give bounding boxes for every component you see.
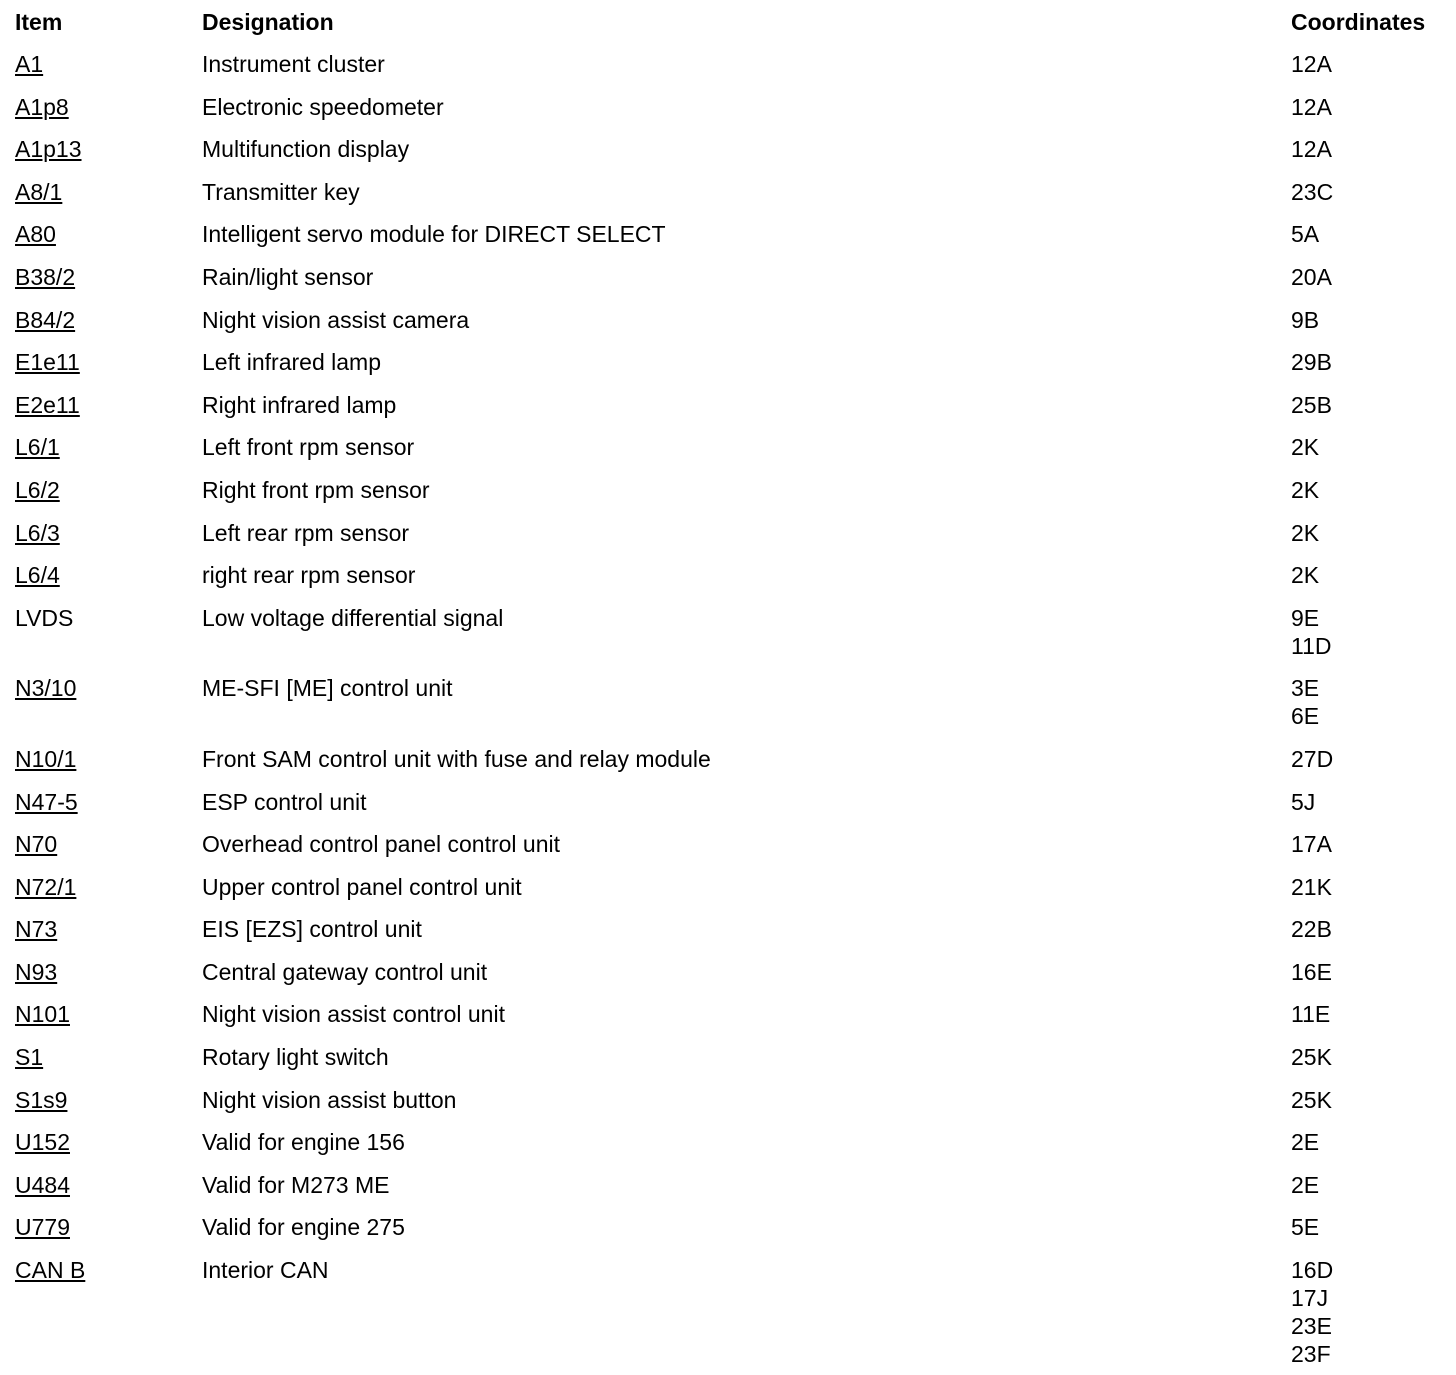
designation-cell: Right infrared lamp xyxy=(202,391,397,418)
item-cell xyxy=(15,263,202,291)
coordinates-cell xyxy=(1291,1213,1456,1241)
item-link[interactable]: L6/4 xyxy=(15,562,60,589)
table-row xyxy=(15,992,1456,1035)
table-body xyxy=(15,42,1456,1375)
item-cell xyxy=(15,93,202,121)
coordinates-cell xyxy=(1291,1043,1456,1071)
item-link[interactable]: N93 xyxy=(15,958,58,985)
item-cell xyxy=(15,830,202,858)
coordinate-value: 16D xyxy=(1291,1257,1334,1284)
item-cell xyxy=(15,1128,202,1156)
coordinate-value: 11D xyxy=(1291,632,1332,659)
coordinate-value: 22B xyxy=(1291,916,1332,943)
item-link[interactable]: A1p8 xyxy=(15,93,69,120)
coordinates-cell xyxy=(1291,788,1456,816)
coordinate-value: 2E xyxy=(1291,1171,1320,1198)
table-row xyxy=(15,340,1456,383)
coordinate-value: 25K xyxy=(1291,1044,1332,1071)
item-cell xyxy=(15,604,202,632)
item-link[interactable]: N3/10 xyxy=(15,675,77,702)
item-link[interactable]: L6/1 xyxy=(15,434,60,461)
item-link[interactable]: N101 xyxy=(15,1001,70,1028)
item-link[interactable]: E1e11 xyxy=(15,349,80,376)
item-cell xyxy=(15,1213,202,1241)
item-cell xyxy=(15,519,202,547)
coordinate-value: 2K xyxy=(1291,519,1320,546)
coordinates-cell xyxy=(1291,745,1456,773)
designation-cell: Valid for engine 275 xyxy=(202,1214,405,1241)
table-row xyxy=(15,383,1456,426)
item-cell xyxy=(15,220,202,248)
coordinates-cell xyxy=(1291,958,1456,986)
item-cell xyxy=(15,561,202,589)
designation-cell: ESP control unit xyxy=(202,788,367,815)
coordinates-cell xyxy=(1291,1086,1456,1114)
coordinate-value: 2E xyxy=(1291,1129,1320,1156)
item-link[interactable]: E2e11 xyxy=(15,391,80,418)
designation-cell: Right front rpm sensor xyxy=(202,476,430,503)
designation-cell: Left infrared lamp xyxy=(202,349,381,376)
coordinate-value: 20A xyxy=(1291,263,1332,290)
coordinates-cell xyxy=(1291,1171,1456,1199)
coordinate-value: 16E xyxy=(1291,958,1332,985)
designation-cell: Low voltage differential signal xyxy=(202,604,504,631)
coordinates-cell xyxy=(1291,391,1456,419)
table-header xyxy=(15,0,1456,42)
item-cell xyxy=(15,476,202,504)
coordinates-cell xyxy=(1291,433,1456,461)
coordinate-value: 6E xyxy=(1291,703,1320,730)
table-row xyxy=(15,468,1456,511)
coordinate-value: 12A xyxy=(1291,136,1332,163)
coordinates-cell xyxy=(1291,873,1456,901)
coordinates-cell xyxy=(1291,348,1456,376)
designation-cell: Rotary light switch xyxy=(202,1044,389,1071)
designation-cell: Transmitter key xyxy=(202,178,360,205)
item-cell xyxy=(15,958,202,986)
item-cell xyxy=(15,674,202,702)
table-row xyxy=(15,42,1456,85)
coordinates-cell xyxy=(1291,604,1456,660)
designation-cell: Valid for engine 156 xyxy=(202,1129,405,1156)
coordinates-cell xyxy=(1291,915,1456,943)
designation-cell: Central gateway control unit xyxy=(202,958,488,985)
table-row xyxy=(15,212,1456,255)
coordinate-value: 2K xyxy=(1291,434,1320,461)
coordinate-value: 3E xyxy=(1291,675,1320,702)
table-row xyxy=(15,1078,1456,1121)
coordinate-value: 29B xyxy=(1291,349,1332,376)
designation-cell: Front SAM control unit with fuse and relay module xyxy=(202,745,711,772)
item-cell xyxy=(15,1171,202,1199)
item-link[interactable]: N10/1 xyxy=(15,745,77,772)
designation-cell: Multifunction display xyxy=(202,136,410,163)
item-link[interactable]: N70 xyxy=(15,831,58,858)
item-link[interactable]: N73 xyxy=(15,916,58,943)
item-link[interactable]: N47-5 xyxy=(15,788,78,815)
designation-cell: Night vision assist camera xyxy=(202,306,470,333)
table-row xyxy=(15,1163,1456,1206)
table-row xyxy=(15,127,1456,170)
item-cell xyxy=(15,348,202,376)
item-cell xyxy=(15,178,202,206)
coordinate-value: 9B xyxy=(1291,306,1320,333)
item-link[interactable]: S1s9 xyxy=(15,1086,68,1113)
table-row xyxy=(15,511,1456,554)
designation-cell: right rear rpm sensor xyxy=(202,562,416,589)
item-cell xyxy=(15,915,202,943)
item-link[interactable]: L6/2 xyxy=(15,476,60,503)
item-link[interactable]: A8/1 xyxy=(15,178,63,205)
item-link[interactable]: U484 xyxy=(15,1171,70,1198)
item-label: LVDS xyxy=(15,604,74,631)
item-cell xyxy=(15,391,202,419)
designation-cell: Night vision assist button xyxy=(202,1086,457,1113)
designation-cell: Electronic speedometer xyxy=(202,93,444,120)
designation-cell: Left rear rpm sensor xyxy=(202,519,410,546)
designation-cell: Interior CAN xyxy=(202,1257,329,1284)
item-cell xyxy=(15,1086,202,1114)
table-row xyxy=(15,865,1456,908)
coordinate-value: 23E xyxy=(1291,1313,1332,1340)
item-link[interactable]: N72/1 xyxy=(15,873,77,900)
column-header-item: Item xyxy=(15,9,63,35)
item-cell xyxy=(15,1000,202,1028)
table-row xyxy=(15,255,1456,298)
item-link[interactable]: L6/3 xyxy=(15,519,60,546)
designation-cell: ME-SFI [ME] control unit xyxy=(202,675,453,702)
coordinates-cell xyxy=(1291,306,1456,334)
item-link[interactable]: A80 xyxy=(15,221,56,248)
coordinates-cell xyxy=(1291,519,1456,547)
coordinate-value: 2K xyxy=(1291,476,1320,503)
table-row xyxy=(15,780,1456,823)
table-row xyxy=(15,85,1456,128)
column-header-coordinates: Coordinates xyxy=(1291,9,1426,35)
designation-cell: Valid for M273 ME xyxy=(202,1171,390,1198)
table-row xyxy=(15,822,1456,865)
coordinate-value: 12A xyxy=(1291,93,1332,120)
coordinate-value: 9E xyxy=(1291,604,1320,631)
coordinate-value: 23C xyxy=(1291,178,1334,205)
item-cell xyxy=(15,50,202,78)
coordinates-cell xyxy=(1291,561,1456,589)
item-cell xyxy=(15,306,202,334)
coordinates-cell xyxy=(1291,1128,1456,1156)
item-link[interactable]: B38/2 xyxy=(15,263,76,290)
item-link[interactable]: S1 xyxy=(15,1044,44,1071)
table-row xyxy=(15,1205,1456,1248)
designation-cell: Instrument cluster xyxy=(202,51,385,77)
coordinate-value: 25B xyxy=(1291,391,1332,418)
table-row xyxy=(15,666,1456,737)
component-legend-table xyxy=(15,0,1456,1375)
item-cell xyxy=(15,433,202,461)
table-row xyxy=(15,425,1456,468)
designation-cell: Rain/light sensor xyxy=(202,263,374,290)
table-row xyxy=(15,170,1456,213)
coordinate-value: 21K xyxy=(1291,873,1332,900)
coordinate-value: 2K xyxy=(1291,562,1320,589)
column-header-designation: Designation xyxy=(202,9,334,35)
item-link[interactable]: U779 xyxy=(15,1214,70,1241)
coordinates-cell xyxy=(1291,476,1456,504)
coordinate-value: 11E xyxy=(1291,1001,1331,1028)
coordinates-cell xyxy=(1291,830,1456,858)
table-row xyxy=(15,1035,1456,1078)
designation-cell: Overhead control panel control unit xyxy=(202,831,560,858)
table-row xyxy=(15,737,1456,780)
coordinates-cell xyxy=(1291,220,1456,248)
table-row xyxy=(15,1120,1456,1163)
coordinates-cell xyxy=(1291,1256,1456,1368)
coordinate-value: 17J xyxy=(1291,1285,1329,1312)
item-cell xyxy=(15,873,202,901)
table-row xyxy=(15,298,1456,341)
designation-cell: Intelligent servo module for DIRECT SELECT xyxy=(202,221,666,248)
item-link[interactable]: CAN B xyxy=(15,1257,86,1284)
coordinate-value: 5A xyxy=(1291,221,1320,248)
coordinate-value: 5J xyxy=(1291,788,1316,815)
coordinates-cell xyxy=(1291,263,1456,291)
coordinates-cell xyxy=(1291,178,1456,206)
item-link[interactable]: U152 xyxy=(15,1129,70,1156)
coordinates-cell xyxy=(1291,50,1456,78)
designation-cell: EIS [EZS] control unit xyxy=(202,916,422,943)
coordinates-cell xyxy=(1291,135,1456,163)
coordinates-cell xyxy=(1291,674,1456,730)
coordinate-value: 27D xyxy=(1291,745,1334,772)
coordinate-value: 23F xyxy=(1291,1341,1331,1368)
table-row xyxy=(15,596,1456,667)
item-link[interactable]: A1p13 xyxy=(15,136,82,163)
coordinate-value: 5E xyxy=(1291,1214,1320,1241)
table-row xyxy=(15,907,1456,950)
designation-cell: Night vision assist control unit xyxy=(202,1001,505,1028)
item-cell xyxy=(15,1043,202,1071)
item-link[interactable]: A1 xyxy=(15,51,44,77)
table-row xyxy=(15,553,1456,596)
coordinate-value: 17A xyxy=(1291,831,1332,858)
item-cell xyxy=(15,1256,202,1284)
item-link[interactable]: B84/2 xyxy=(15,306,76,333)
item-cell xyxy=(15,745,202,773)
designation-cell: Left front rpm sensor xyxy=(202,434,415,461)
item-cell xyxy=(15,788,202,816)
designation-cell: Upper control panel control unit xyxy=(202,873,522,900)
coordinate-value: 12A xyxy=(1291,51,1332,77)
table-row xyxy=(15,1248,1456,1375)
coordinate-value: 25K xyxy=(1291,1086,1332,1113)
coordinates-cell xyxy=(1291,93,1456,121)
table-row xyxy=(15,950,1456,993)
item-cell xyxy=(15,135,202,163)
coordinates-cell xyxy=(1291,1000,1456,1028)
